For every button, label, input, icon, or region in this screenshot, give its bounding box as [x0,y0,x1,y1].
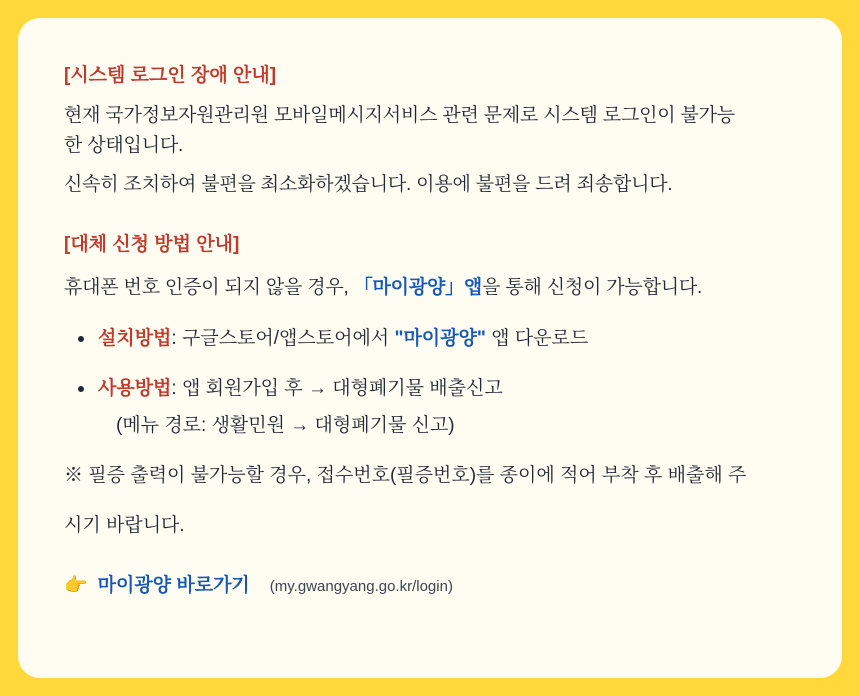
app-link-row[interactable] [64,570,796,597]
list-item [64,374,796,441]
system-issue-body-line2: 한 상태입니다. [64,135,184,157]
alt-intro-suffix: 을 통해 신청이 가능합니다. [482,277,703,299]
alt-intro-app-name: 「마이광양」앱 [353,277,483,299]
step-label: 설치방법 [98,328,172,350]
pointing-hand-icon: 👉 [64,574,88,596]
step-label: 사용방법 [98,378,172,400]
step-text-prefix: : 구글스토어/앱스토어에서 [171,328,395,350]
step-highlight: "마이광양" [394,328,486,350]
alternative-method-intro [64,273,796,304]
my-gwangyang-url: (my.gwangyang.go.kr/login) [269,577,453,595]
alt-intro-prefix: 휴대폰 번호 인증이 되지 않을 경우, [64,277,354,299]
step-text-suffix: 앱 다운로드 [485,328,589,350]
system-issue-body-line3: 신속히 조치하여 불편을 최소화하겠습니다. 이용에 불편을 드려 죄송합니다. [64,174,673,196]
notice-card [18,18,842,678]
my-gwangyang-link[interactable]: 마이광양 바로가기 [97,574,250,596]
step-text-prefix: : 앱 회원가입 후 → 대형폐기물 배출신고 [171,378,503,400]
list-item [64,324,796,354]
note-line2: 시기 바랍니다. [64,515,185,536]
step-list [64,324,796,441]
system-issue-body-line1: 현재 국가정보자원관리원 모바일메시지서비스 관련 문제로 시스템 로그인이 불가능 [64,104,735,126]
system-issue-heading: [시스템 로그인 장애 안내] [64,65,277,86]
step-sub-line: (메뉴 경로: 생활민원 → 대형폐기물 신고) [116,414,455,436]
note-line1: ※ 필증 출력이 불가능할 경우, 접수번호(필증번호)를 종이에 적어 부착 후 배출해 주 [64,465,747,487]
alternative-method-heading: [대체 신청 방법 안내] [64,233,240,255]
